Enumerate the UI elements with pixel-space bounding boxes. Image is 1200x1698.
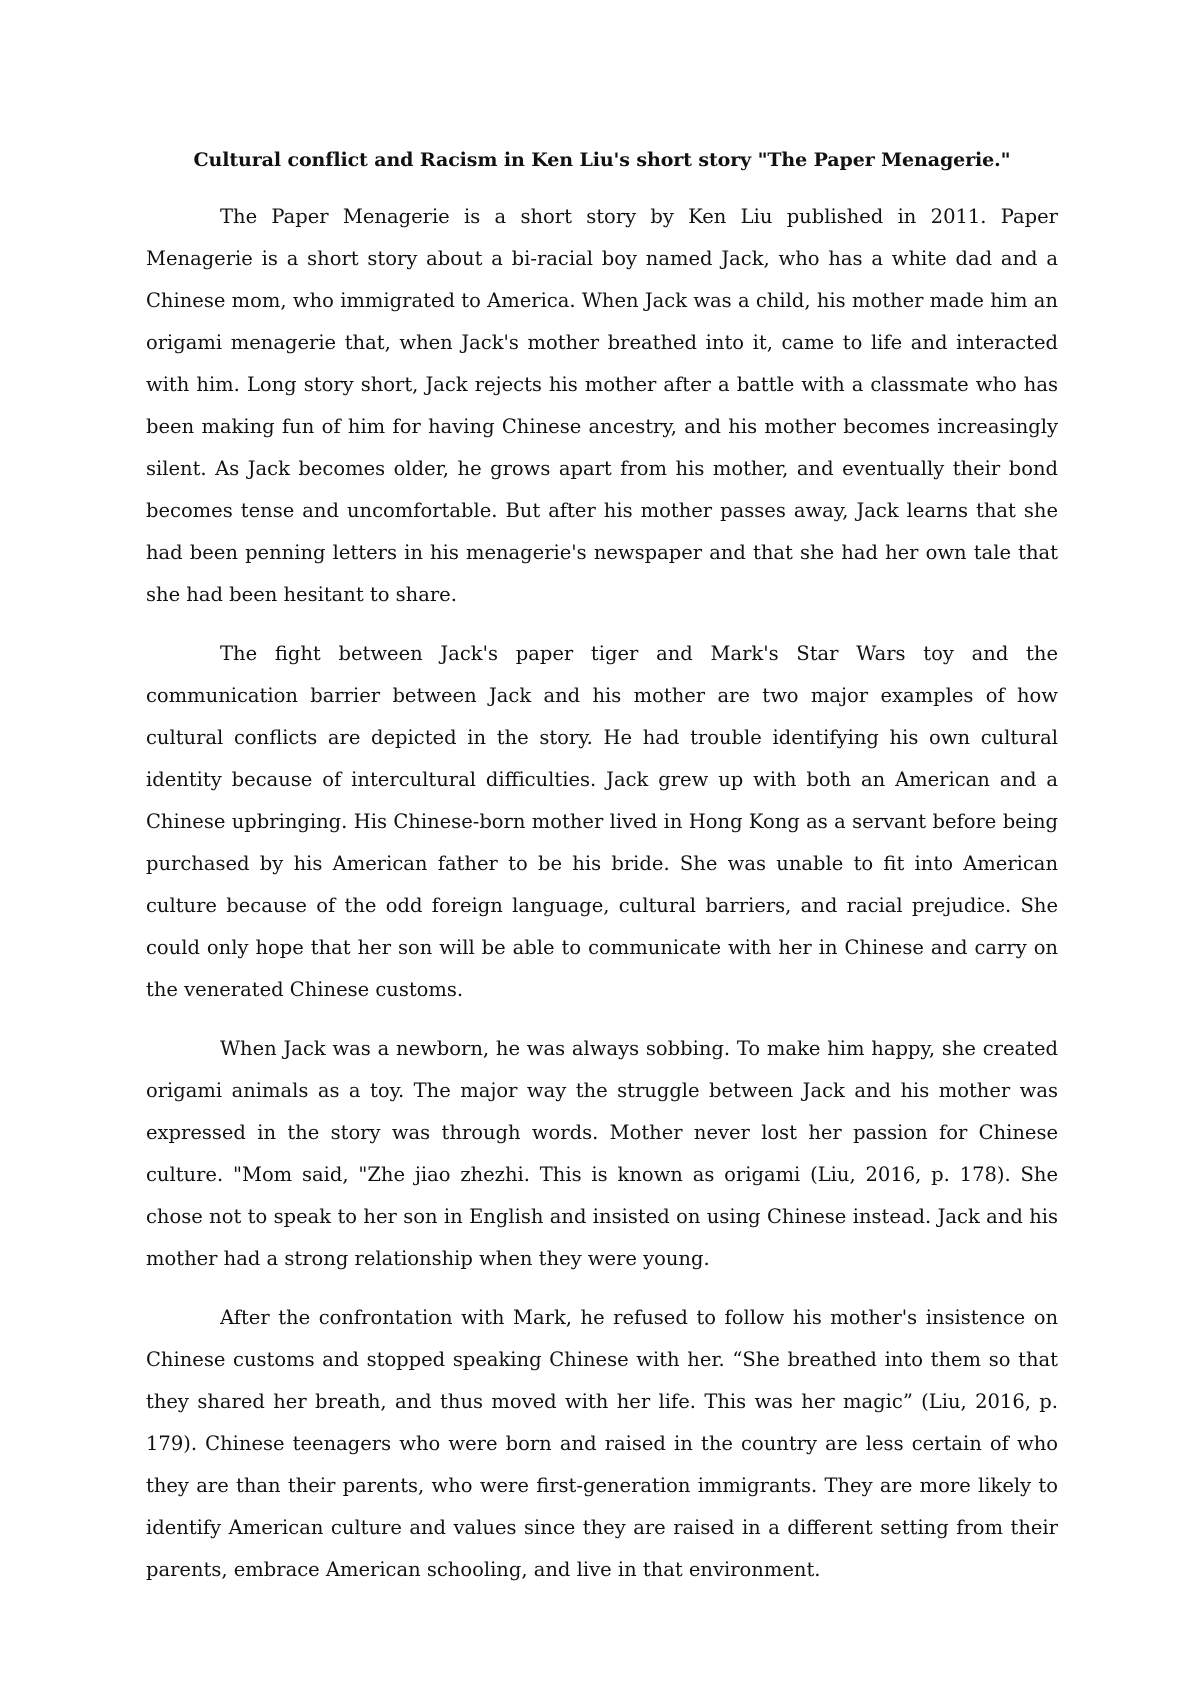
paragraph-2: The fight between Jack's paper tiger and Mark's Star Wars toy and the communication barrier between Jack and his mother are two major examples of how cultural conflicts are depicted in the story. He had trouble identifying his own cultural identity because of intercultural difficulties. Jack grew up with both an American and a Chinese upbringing. His Chinese-born mother lived in Hong Kong as a servant before being purchased by his American father to be his bride. She was unable to fit into American culture because of the odd foreign language, cultural barriers, and racial prejudice. She could only hope that her son will be able to communicate with her in Chinese and carry on the venerated Chinese customs. xyxy=(146,642,1058,1001)
document-body xyxy=(146,142,1058,1608)
essay-title: Cultural conflict and Racism in Ken Liu's short story "The Paper Menagerie." xyxy=(193,149,1011,171)
paragraph-3: When Jack was a newborn, he was always sobbing. To make him happy, she created origami animals as a toy. The major way the struggle between Jack and his mother was expressed in the story was through words. Mother never lost her passion for Chinese culture. "Mom said, "Zhe jiao zhezhi. This is known as origami (Liu, 2016, p. 178). She chose not to speak to her son in English and insisted on using Chinese instead. Jack and his mother had a strong relationship when they were young. xyxy=(146,1037,1058,1270)
paragraph-4: After the confrontation with Mark, he refused to follow his mother's insistence on Chinese customs and stopped speaking Chinese with her. “She breathed into them so that they shared her breath, and thus moved with her life. This was her magic” (Liu, 2016, p. 179). Chinese teenagers who were born and raised in the country are less certain of who they are than their parents, who were first-generation immigrants. They are more likely to identify American culture and values since they are raised in a different setting from their parents, embrace American schooling, and live in that environment. xyxy=(146,1306,1058,1581)
paragraph-1: The Paper Menagerie is a short story by Ken Liu published in 2011. Paper Menagerie is a short story about a bi-racial boy named Jack, who has a white dad and a Chinese mom, who immigrated to America. When Jack was a child, his mother made him an origami menagerie that, when Jack's mother breathed into it, came to life and interacted with him. Long story short, Jack rejects his mother after a battle with a classmate who has been making fun of him for having Chinese ancestry, and his mother becomes increasingly silent. As Jack becomes older, he grows apart from his mother, and eventually their bond becomes tense and uncomfortable. But after his mother passes away, Jack learns that she had been penning letters in his menagerie's newspaper and that she had her own tale that she had been hesitant to share. xyxy=(146,205,1058,606)
